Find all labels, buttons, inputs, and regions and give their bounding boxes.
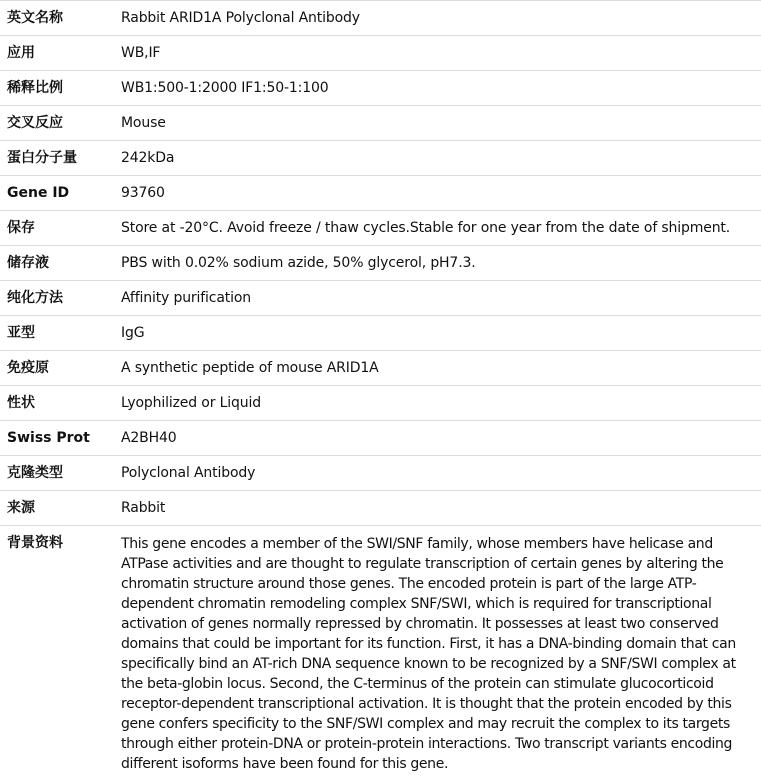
spec-row-application xyxy=(0,36,761,71)
spec-label: 免疫原 xyxy=(7,360,49,376)
spec-row-form xyxy=(0,386,761,421)
spec-row-purification xyxy=(0,281,761,316)
spec-row-immunogen xyxy=(0,351,761,386)
spec-row-dilution xyxy=(0,71,761,106)
spec-value: 242kDa xyxy=(121,150,175,166)
spec-label: 性状 xyxy=(7,395,35,411)
spec-label: 蛋白分子量 xyxy=(7,150,77,166)
spec-value: Mouse xyxy=(121,115,166,131)
spec-value: Lyophilized or Liquid xyxy=(121,395,261,411)
spec-value: A2BH40 xyxy=(121,430,177,446)
spec-row-swiss-prot xyxy=(0,421,761,456)
spec-label: 来源 xyxy=(7,500,35,516)
spec-label: 储存液 xyxy=(7,255,49,271)
spec-row-host xyxy=(0,491,761,526)
spec-label: Gene ID xyxy=(7,185,70,201)
spec-value: IgG xyxy=(121,325,145,341)
spec-label: 交叉反应 xyxy=(7,115,63,131)
spec-value: Rabbit xyxy=(121,500,166,516)
spec-row-gene-id xyxy=(0,176,761,211)
spec-label: 应用 xyxy=(7,45,35,61)
spec-value: PBS with 0.02% sodium azide, 50% glycerol, pH7.3. xyxy=(121,255,476,271)
spec-value: A synthetic peptide of mouse ARID1A xyxy=(121,360,379,376)
spec-label: Swiss Prot xyxy=(7,430,90,446)
spec-row-cross-reactivity xyxy=(0,106,761,141)
spec-label: 背景资料 xyxy=(7,535,63,551)
spec-value: WB,IF xyxy=(121,45,161,61)
spec-value: WB1:500-1:2000 IF1:50-1:100 xyxy=(121,80,329,96)
spec-label: 保存 xyxy=(7,220,35,236)
spec-label: 纯化方法 xyxy=(7,290,63,306)
spec-row-english-name xyxy=(0,1,761,36)
spec-label: 英文名称 xyxy=(7,10,63,26)
spec-label: 亚型 xyxy=(7,325,35,341)
spec-label: 克隆类型 xyxy=(7,465,63,481)
spec-row-isotype xyxy=(0,316,761,351)
spec-row-molecular-weight xyxy=(0,141,761,176)
spec-value: Affinity purification xyxy=(121,290,251,306)
spec-row-clonality xyxy=(0,456,761,491)
spec-row-buffer xyxy=(0,246,761,281)
spec-label: 稀释比例 xyxy=(7,80,63,96)
spec-row-background xyxy=(0,526,761,781)
spec-value: Polyclonal Antibody xyxy=(121,465,256,481)
spec-value: Rabbit ARID1A Polyclonal Antibody xyxy=(121,10,360,26)
spec-value: 93760 xyxy=(121,185,165,201)
spec-row-storage xyxy=(0,211,761,246)
spec-value: Store at -20°C. Avoid freeze / thaw cycles.Stable for one year from the date of shipment. xyxy=(121,220,731,236)
background-description: This gene encodes a member of the SWI/SNF family, whose members have helicase and ATPase activities and are thought to regulate transcription of certain genes by altering the chromatin structure around those genes. The encoded protein is part of the large ATP-dependent chromatin remodeling complex SNF/SWI, which is required for transcriptional activation of genes normally repressed by chromatin. It possesses at least two conserved domains that could be important for its function. First, it has a DNA-binding domain that can specifically bind an AT-rich DNA sequence known to be recognized by a SNF/SWI complex at the beta-globin locus. Second, the C-terminus of the protein can stimulate glucocorticoid receptor-dependent transcriptional activation. It is thought that the protein encoded by this gene confers specificity to the SNF/SWI complex and may recruit the complex to its targets through either protein-DNA or protein-protein interactions. Two transcript variants encoding different isoforms have been found for this gene. xyxy=(121,536,736,772)
